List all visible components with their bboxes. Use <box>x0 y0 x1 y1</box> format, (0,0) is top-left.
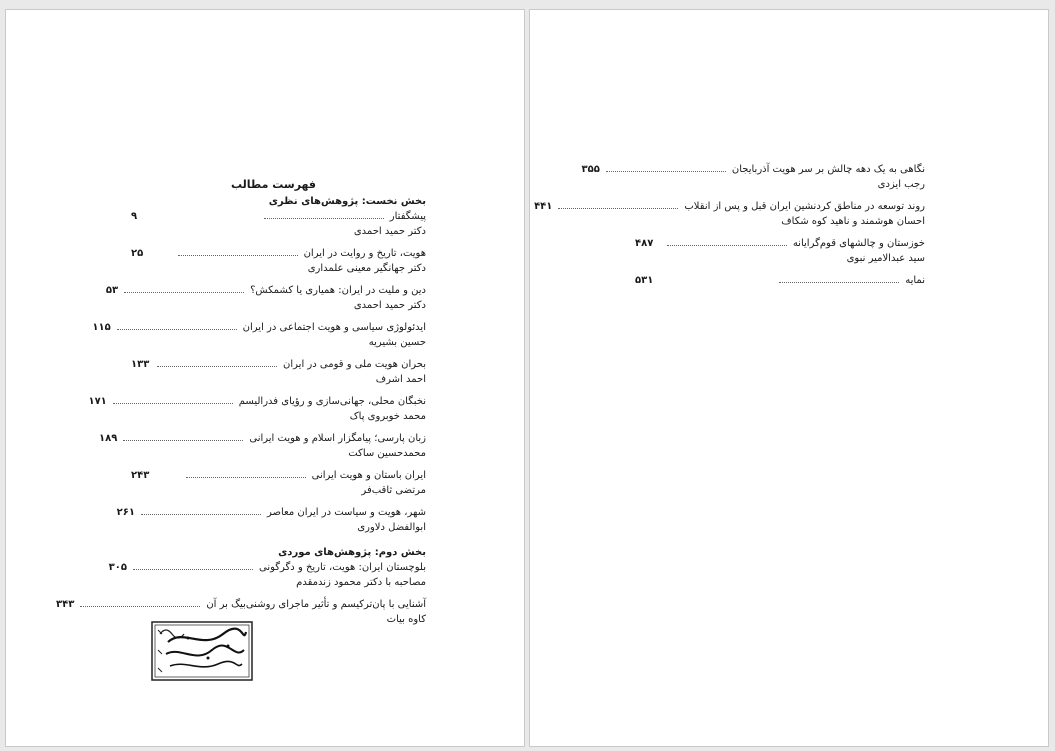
entry-page-number: ۲۴۳ <box>131 470 150 481</box>
toc-entry[interactable] <box>131 209 426 239</box>
entry-title: روند توسعه در مناطق کردنشین ایران قبل و پس از انقلاب <box>684 201 925 212</box>
entry-author: محمد خوبروی پاک <box>349 411 426 422</box>
entry-author: دکتر جهانگیر معینی علمداری <box>307 263 426 274</box>
entry-title: بلوچستان ایران: هویت، تاریخ و دگرگونی <box>258 562 426 573</box>
entry-page-number: ۵۳ <box>105 285 119 296</box>
section-heading: بخش دوم: پژوهش‌های موردی <box>278 547 426 558</box>
entry-author: دکتر حمید احمدی <box>353 226 426 237</box>
toc-entry[interactable] <box>108 560 426 590</box>
toc-entry[interactable] <box>635 273 925 288</box>
dot-leader <box>123 432 243 441</box>
entry-title: نمایه <box>905 275 925 286</box>
entry-author: سید عبدالامیر نبوی <box>846 253 925 264</box>
library-stamp-icon <box>148 620 256 684</box>
toc-entry[interactable] <box>131 357 426 387</box>
entry-author: دکتر حمید احمدی <box>353 300 426 311</box>
entry-page-number: ۱۳۳ <box>131 359 150 370</box>
entry-author: احمد اشرف <box>375 374 426 385</box>
entry-title: دین و ملیت در ایران: همیاری یا کشمکش؟ <box>250 285 426 296</box>
entry-title: ایدئولوژی سیاسی و هویت اجتماعی در ایران <box>242 322 426 333</box>
toc-entry[interactable] <box>131 468 426 498</box>
entry-title: شهر، هویت و سیاست در ایران معاصر <box>266 507 426 518</box>
dot-leader <box>558 200 678 209</box>
dot-leader <box>606 163 726 172</box>
right-page <box>529 9 1049 747</box>
entry-page-number: ۳۵۵ <box>581 164 600 175</box>
dot-leader <box>133 561 253 570</box>
entry-title: بحران هویت ملی و قومی در ایران <box>283 359 426 370</box>
toc-entry[interactable] <box>581 162 925 192</box>
toc-entry[interactable] <box>92 320 426 350</box>
entry-title: زبان پارسی؛ پیامگزار اسلام و هویت ایرانی <box>249 433 426 444</box>
entry-page-number: ۴۴۱ <box>534 201 553 212</box>
left-page <box>5 9 525 747</box>
toc-entry[interactable] <box>635 236 925 266</box>
entry-author: محمدحسین ساکت <box>348 448 426 459</box>
dot-leader <box>124 284 244 293</box>
dot-leader <box>264 210 384 219</box>
toc-title: فهرست مطالب <box>230 178 316 191</box>
entry-page-number: ۵۳۱ <box>635 275 654 286</box>
entry-page-number: ۳۴۳ <box>56 599 75 610</box>
entry-author: مصاحبه با دکتر محمود زندمقدم <box>296 577 426 588</box>
entry-title: ایران باستان و هویت ایرانی <box>311 470 426 481</box>
entry-author: احسان هوشمند و ناهید کوه شکاف <box>781 216 925 227</box>
dot-leader <box>80 598 200 607</box>
dot-leader <box>141 506 261 515</box>
dot-leader <box>157 358 277 367</box>
entry-page-number: ۱۷۱ <box>88 396 107 407</box>
entry-title: خوزستان و چالشهای قوم‌گرایانه <box>792 238 925 249</box>
dot-leader <box>113 395 233 404</box>
toc-entry[interactable] <box>116 505 426 535</box>
dot-leader <box>186 469 306 478</box>
dot-leader <box>667 237 787 246</box>
entry-page-number: ۳۰۵ <box>108 562 127 573</box>
section-heading: بخش نخست: پژوهش‌های نظری <box>268 196 426 207</box>
entry-author: کاوه بیات <box>386 614 426 625</box>
entry-title: پیشگفتار <box>389 211 426 222</box>
entry-title: نگاهی به یک دهه چالش بر سر هویت آذربایجان <box>731 164 925 175</box>
entry-author: حسین بشیریه <box>368 337 426 348</box>
toc-entry[interactable] <box>99 431 426 461</box>
toc-entry[interactable] <box>105 283 426 313</box>
toc-entry[interactable] <box>131 246 426 276</box>
toc-right <box>534 162 925 295</box>
entry-author: مرتضی ثاقب‌فر <box>361 485 426 496</box>
entry-title: آشنایی با پان‌ترکیسم و تأثیر ماجرای روشنی‌بیگ بر آن <box>206 599 426 610</box>
toc-entry[interactable] <box>534 199 925 229</box>
entry-title: نخبگان محلی، جهانی‌سازی و رؤیای فدرالیسم <box>238 396 426 407</box>
entry-page-number: ۲۶۱ <box>116 507 135 518</box>
entry-page-number: ۱۸۹ <box>99 433 118 444</box>
dot-leader <box>117 321 237 330</box>
entry-page-number: ۴۸۷ <box>635 238 654 249</box>
entry-author: ابوالفضل دلاوری <box>357 522 426 533</box>
entry-page-number: ۱۱۵ <box>92 322 111 333</box>
entry-page-number: ۹ <box>131 211 138 222</box>
dot-leader <box>779 274 899 283</box>
entry-author: رجب ایزدی <box>877 179 925 190</box>
toc-left <box>56 177 426 634</box>
entry-title: هویت، تاریخ و روایت در ایران <box>303 248 426 259</box>
dot-leader <box>178 247 298 256</box>
toc-entry[interactable] <box>88 394 426 424</box>
entry-page-number: ۲۵ <box>131 248 144 259</box>
